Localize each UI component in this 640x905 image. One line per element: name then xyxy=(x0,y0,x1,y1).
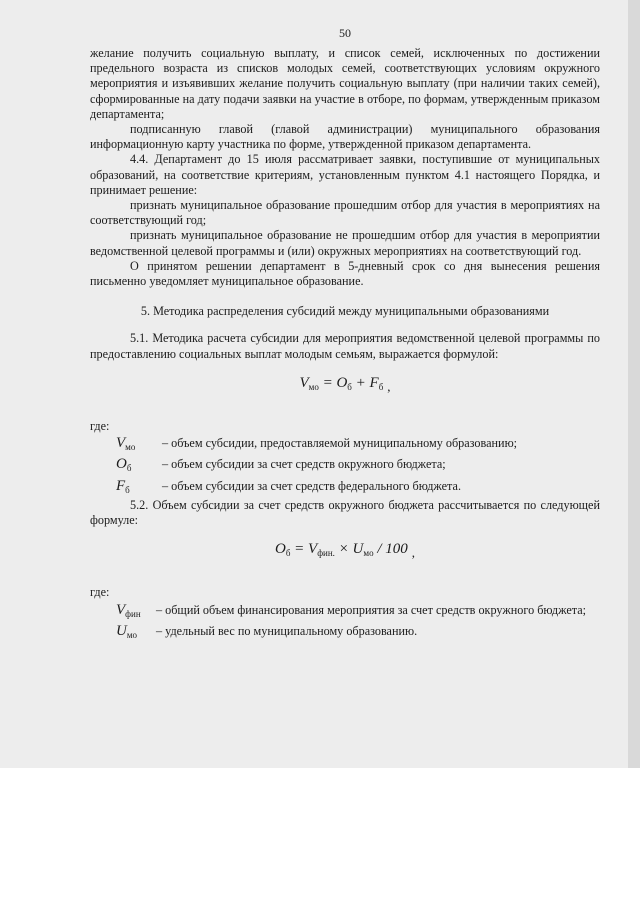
where-label: где: xyxy=(90,419,110,434)
formula-subscript: мо xyxy=(308,381,319,392)
formula-symbol: V xyxy=(299,374,309,391)
formula-operator: × xyxy=(334,541,353,558)
formula-operator: + xyxy=(351,374,370,391)
paragraph: признать муниципальное образование не прошедшим отбор для участия в мероприятии ведомственной целевой программы и (или) окружных мероприятиях на соответствующий год. xyxy=(90,228,600,258)
definition-text: – общий объем финансирования мероприятия за счет средств окружного бюджета; xyxy=(156,602,587,617)
formula-subscript: мо xyxy=(363,548,374,559)
definition-item xyxy=(90,479,600,498)
formula-subscript: б xyxy=(347,381,352,392)
formula-subscript: фин. xyxy=(317,548,335,559)
formula-subscript: б xyxy=(378,381,384,392)
document-body xyxy=(90,46,600,643)
paragraph: О принятом решении департамент в 5-дневный срок со дня вынесения решения письменно уведомляет муниципальное образование. xyxy=(90,258,600,289)
definition-text: – удельный вес по муниципальному образованию. xyxy=(156,623,418,638)
document-page xyxy=(90,0,600,768)
formula-comma: , xyxy=(411,545,416,561)
section-title: 5. Методика распределения субсидий между муниципальными образованиями xyxy=(140,304,550,319)
formula-operator: = xyxy=(318,374,337,391)
page-number: 50 xyxy=(339,26,351,40)
formula-operator: = xyxy=(290,541,309,558)
definition-symbol: $V_{мо}$ xyxy=(116,435,136,453)
formula-symbol: V xyxy=(308,541,318,558)
formula-symbol: O xyxy=(274,541,286,558)
paragraph: желание получить социальную выплату, и список семей, исключенных по достижении предельного возраста из списков молодых семей, соответствующих условиям окружного мероприятия и изъявивших желание получить социальную выплату (при наличии таких семей), сформированные на дату подачи заявки на участие в отборе, по формам, утвержденным приказом департамента; xyxy=(90,46,600,121)
definition-symbol: $U_{мо}$ xyxy=(116,622,138,640)
page-edge-shadow xyxy=(628,0,640,768)
definition-text: – объем субсидии, предоставляемой муниципальному образованию; xyxy=(162,436,518,451)
where-label: где: xyxy=(90,585,110,600)
definition-text: – объем субсидии за счет средств окружного бюджета; xyxy=(162,457,446,472)
paragraph: 4.4. Департамент до 15 июля рассматривает заявки, поступившие от муниципальных образований, на соответствие критериям, установленным пунктом 4.1 настоящего Порядка, и принимает решение: xyxy=(90,152,600,197)
definition-symbol: $V_{фин}$ xyxy=(116,601,141,619)
paragraph: 5.1. Методика расчета субсидии для мероприятия ведомственной целевой программы по предоставлению социальных выплат молодым семьям, выражается формулой: xyxy=(90,331,600,361)
formula-symbol: U xyxy=(352,541,364,558)
formula-operator: / 100 xyxy=(373,541,408,558)
formula-subsidy xyxy=(90,376,600,395)
paragraph: подписанную главой (главой администрации) муниципального образования информационную карту участника по форме, утвержденной приказом департамента. xyxy=(90,122,600,152)
definition-item xyxy=(90,436,600,455)
definition-text: – объем субсидии за счет средств федерального бюджета. xyxy=(162,478,461,493)
formula-comma: , xyxy=(387,378,391,394)
definition-symbol: $O_б$ xyxy=(116,456,132,474)
definition-symbol: $F_б$ xyxy=(116,477,130,495)
formula-regional-budget xyxy=(90,542,600,561)
definition-item xyxy=(90,624,600,643)
paragraph: 5.2. Объем субсидии за счет средств окружного бюджета рассчитывается по следующей формуле: xyxy=(90,497,600,528)
formula-subscript: б xyxy=(285,548,291,559)
paragraph: признать муниципальное образование прошедшим отбор для участия в мероприятиях на соответствующий год; xyxy=(90,198,600,228)
definition-item xyxy=(90,457,600,476)
definition-item xyxy=(90,603,600,622)
formula-symbol: F xyxy=(369,374,379,391)
formula-symbol: O xyxy=(336,374,348,391)
